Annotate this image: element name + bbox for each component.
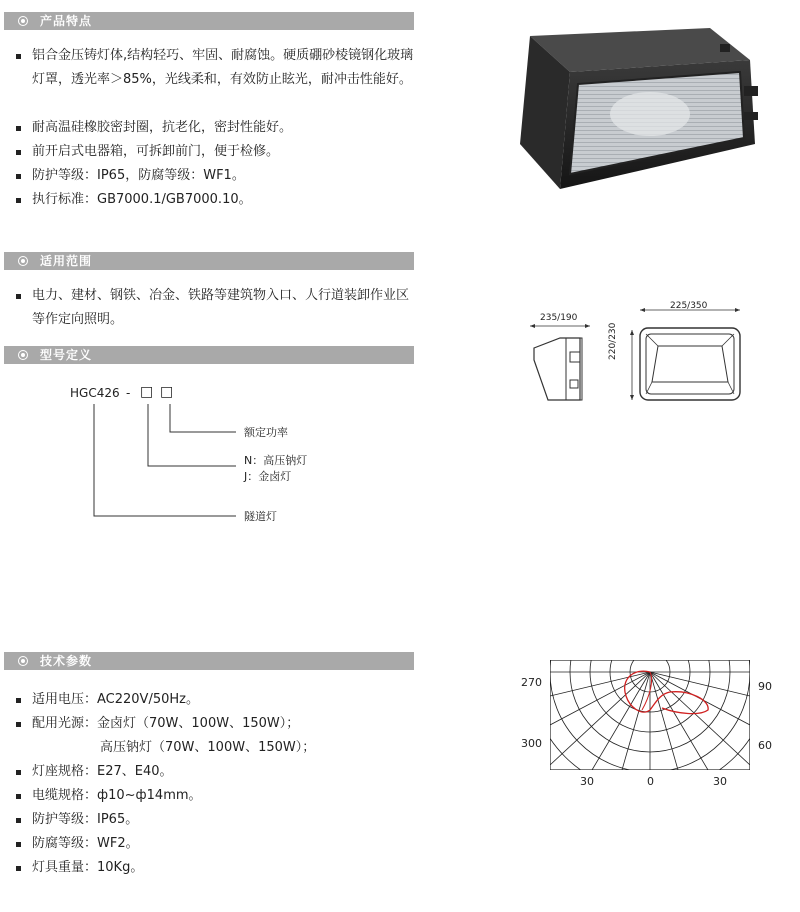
dim-front-width: 225/350: [670, 301, 708, 311]
section-title: 型号定义: [40, 348, 93, 362]
polar-label-bottom-right: 30: [713, 775, 727, 788]
scope-item: 电力、建材、钢铁、冶金、铁路等建筑物入口、人行道装卸作业区等作定向照明。: [16, 284, 416, 332]
tech-item-continued: 高压钠灯（70W、100W、150W）；: [100, 740, 316, 755]
section-title: 技术参数: [40, 654, 93, 668]
model-box-2: □: [160, 384, 174, 400]
feature-item: 防护等级：IP65，防腐等级：WF1。: [16, 164, 245, 188]
polar-label-left-top: 270: [521, 676, 542, 689]
section-bar-tech: [4, 652, 414, 670]
model-box-1: □: [140, 384, 154, 400]
dim-height: 220/230: [608, 322, 618, 360]
model-code: HGC426: [70, 386, 120, 400]
polar-label-bottom-center: 0: [647, 775, 654, 788]
product-lamp-image: [500, 14, 780, 204]
feature-item: 执行标准：GB7000.1/GB7000.10。: [16, 188, 252, 212]
tech-item: 灯座规格：E27、E40。: [16, 760, 173, 784]
tech-item: 适用电压：AC220V/50Hz。: [16, 688, 199, 712]
section-bar-scope: [4, 252, 414, 270]
tech-item: 灯具重量：10Kg。: [16, 856, 143, 880]
bullet-circle-icon: [18, 656, 28, 666]
tech-item: 防护等级：IP65。: [16, 808, 138, 832]
model-dash: -: [126, 386, 131, 400]
bullet-circle-icon: [18, 16, 28, 26]
model-label-power: 额定功率: [244, 426, 288, 439]
section-title: 适用范围: [40, 254, 93, 268]
polar-distribution-chart: [550, 660, 750, 770]
polar-label-left-bottom: 300: [521, 737, 542, 750]
bullet-circle-icon: [18, 256, 28, 266]
polar-label-bottom-left: 30: [580, 775, 594, 788]
tech-item: 电缆规格：ф10~ф14mm。: [16, 784, 202, 808]
tech-item: 防腐等级：WF2。: [16, 832, 139, 856]
section-bar-features: [4, 12, 414, 30]
feature-item: 铝合金压铸灯体,结构轻巧、牢固、耐腐蚀。硬质硼砂棱镜钢化玻璃灯罩，透光率＞85%，光线柔和，有效防止眩光，耐冲击性能好。: [16, 44, 416, 92]
feature-item: 耐高温硅橡胶密封圈，抗老化，密封性能好。: [16, 116, 292, 140]
section-bar-model: [4, 346, 414, 364]
model-label-tunnel: 隧道灯: [244, 510, 277, 523]
dim-side-width: 235/190: [540, 313, 578, 323]
model-diagram: [0, 380, 420, 530]
bullet-circle-icon: [18, 350, 28, 360]
tech-item: 配用光源：金卤灯（70W、100W、150W）；: [16, 712, 299, 736]
section-title: 产品特点: [40, 14, 93, 28]
model-leader-lines: [0, 380, 420, 530]
model-label-j: J：金卤灯: [244, 470, 292, 483]
polar-label-right-bottom: 60: [758, 739, 772, 752]
model-label-n: N：高压钠灯: [244, 454, 308, 467]
polar-label-right-top: 90: [758, 680, 772, 693]
feature-item: 前开启式电器箱，可拆卸前门，便于检修。: [16, 140, 279, 164]
